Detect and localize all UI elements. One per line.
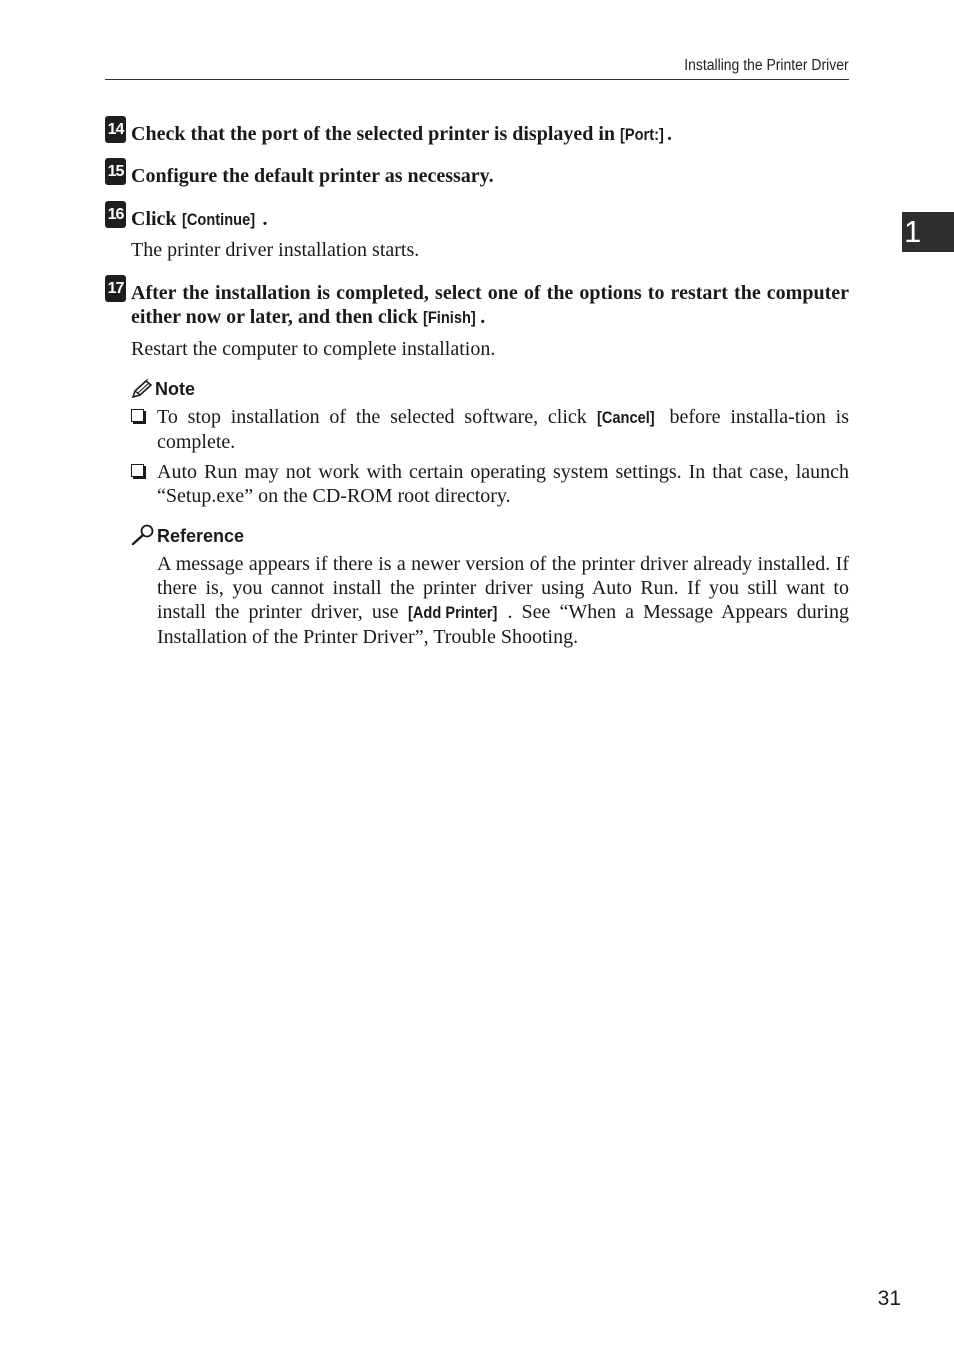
chapter-tab: 1: [902, 212, 954, 252]
step-17-text: [131, 281, 849, 330]
step-16-text: [131, 207, 849, 232]
add-printer-key: [Add Printer]: [407, 603, 497, 622]
step-17-pre: After the installation is completed, select one of the options to restart the computer either now or later, and then click: [131, 282, 849, 328]
note-item: [131, 405, 849, 454]
step-14-pre: Check that the port of the selected printer is displayed in: [131, 123, 621, 145]
step-16-pre: Click: [131, 208, 182, 230]
continue-key: [Continue]: [181, 210, 255, 229]
checkbox-bullet-icon: [131, 409, 144, 422]
note-item-2-text: Auto Run may not work with certain operating system settings. In that case, launch “Setup.exe” on the CD-ROM root directory.: [157, 461, 849, 507]
step-number-15: 15: [105, 158, 126, 185]
reference-post: . See “When a Message Appears during Installation of the Printer Driver”, Trouble Shooting.: [157, 601, 849, 648]
step-15-text: Configure the default printer as necessary.: [131, 165, 494, 187]
step-number-17: 17: [105, 275, 126, 302]
header-rule: [105, 79, 849, 80]
magnifier-icon: [131, 524, 155, 546]
running-header: Installing the Printer Driver: [684, 57, 849, 74]
cancel-key: [Cancel]: [596, 408, 655, 427]
note-title: Note: [155, 379, 195, 399]
reference-text: [157, 552, 849, 649]
note-heading: [131, 377, 195, 401]
step-17-body: Restart the computer to complete installation.: [131, 338, 496, 360]
note-item-1-pre: To stop installation of the selected software, click: [157, 406, 597, 428]
note-item-1-post: before installa-tion is complete.: [157, 406, 849, 453]
step-17-post: .: [480, 306, 486, 328]
checkbox-bullet-icon: [131, 464, 144, 477]
pencil-icon: [131, 379, 153, 399]
reference-heading: [131, 524, 244, 548]
reference-title: Reference: [157, 526, 245, 546]
step-16-body: The printer driver installation starts.: [131, 239, 420, 261]
step-number-14: 14: [105, 116, 126, 143]
port-key: [Port:]: [620, 125, 664, 144]
finish-key: [Finish]: [422, 308, 476, 327]
step-14-text: [131, 122, 849, 147]
step-14-post: .: [667, 123, 673, 145]
page-number: 31: [877, 1287, 901, 1310]
reference-pre: A message appears if there is a newer version of the printer driver already installed. If there is, you cannot install the printer driver using Auto Run. If you still want to install the printer driver, use: [157, 553, 849, 623]
note-item: [131, 460, 849, 508]
step-16-post: .: [262, 208, 268, 230]
step-number-16: 16: [105, 201, 126, 228]
